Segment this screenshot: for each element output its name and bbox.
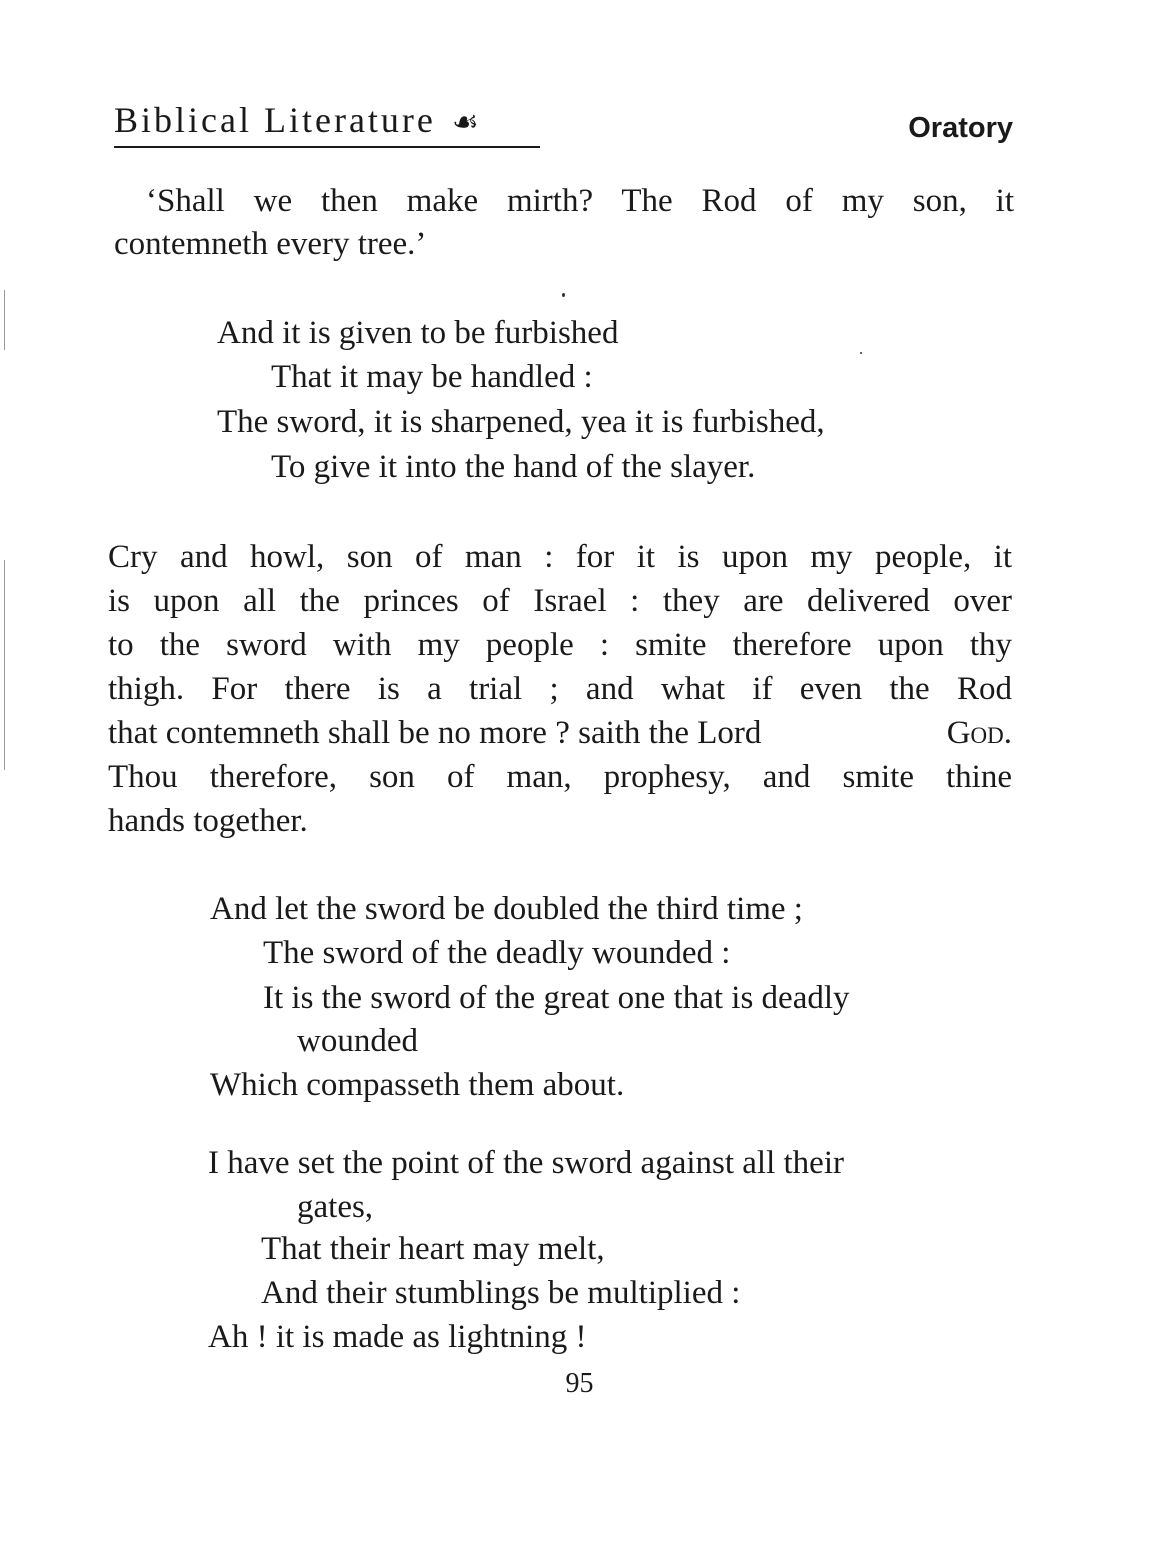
verse3-line-2: gates, <box>297 1189 374 1225</box>
scan-edge-mark <box>4 560 5 770</box>
verse2-line-1: And let the sword be doubled the third time ; <box>210 891 803 927</box>
quote-line-2: contemneth every tree.’ <box>114 226 427 262</box>
section-title: Oratory <box>908 112 1013 144</box>
prose-line-5-text: that contemneth shall be no more ? saith the Lord <box>108 715 762 751</box>
running-title <box>114 96 479 147</box>
running-title-text: Biblical Literature <box>114 100 436 140</box>
quote-line-1: ‘Shall we then make mirth? The Rod of my son, it <box>146 183 1014 219</box>
verse3-line-4: And their stumblings be multiplied : <box>261 1275 741 1311</box>
prose-line-6: Thou therefore, son of man, prophesy, and smite thine <box>108 759 1012 795</box>
fleuron-ornament-icon: ☙ <box>451 106 479 139</box>
header-rule <box>114 146 540 148</box>
verse1-line-1: And it is given to be furbished <box>217 315 619 351</box>
verse3-line-1: I have set the point of the sword against all their <box>208 1145 844 1181</box>
divine-name: God. <box>946 715 1012 751</box>
verse1-line-3: The sword, it is sharpened, yea it is furbished, <box>217 404 825 440</box>
verse1-line-4: To give it into the hand of the slayer. <box>271 449 756 485</box>
scan-edge-mark <box>4 290 5 350</box>
prose-line-3: to the sword with my people : smite therefore upon thy <box>108 627 1012 663</box>
verse3-line-3: That their heart may melt, <box>261 1231 605 1267</box>
verse3-line-5: Ah ! it is made as lightning ! <box>208 1319 587 1355</box>
prose-line-5 <box>108 712 1012 754</box>
verse2-line-5: Which compasseth them about. <box>210 1067 625 1103</box>
prose-line-7: hands together. <box>108 803 308 839</box>
verse2-line-4: wounded <box>297 1023 418 1059</box>
verse2-line-3: It is the sword of the great one that is deadly <box>263 980 850 1016</box>
verse2-line-2: The sword of the deadly wounded : <box>263 935 731 971</box>
prose-line-4: thigh. For there is a trial ; and what if even the Rod <box>108 671 1012 707</box>
verse1-line-2: That it may be handled : <box>271 359 593 395</box>
prose-line-2: is upon all the princes of Israel : they are delivered over <box>108 583 1012 619</box>
page-number: 95 <box>565 1368 594 1399</box>
scan-speck <box>860 352 862 354</box>
scan-speck <box>562 293 565 297</box>
prose-line-1: Cry and howl, son of man : for it is upon my people, it <box>108 539 1012 575</box>
